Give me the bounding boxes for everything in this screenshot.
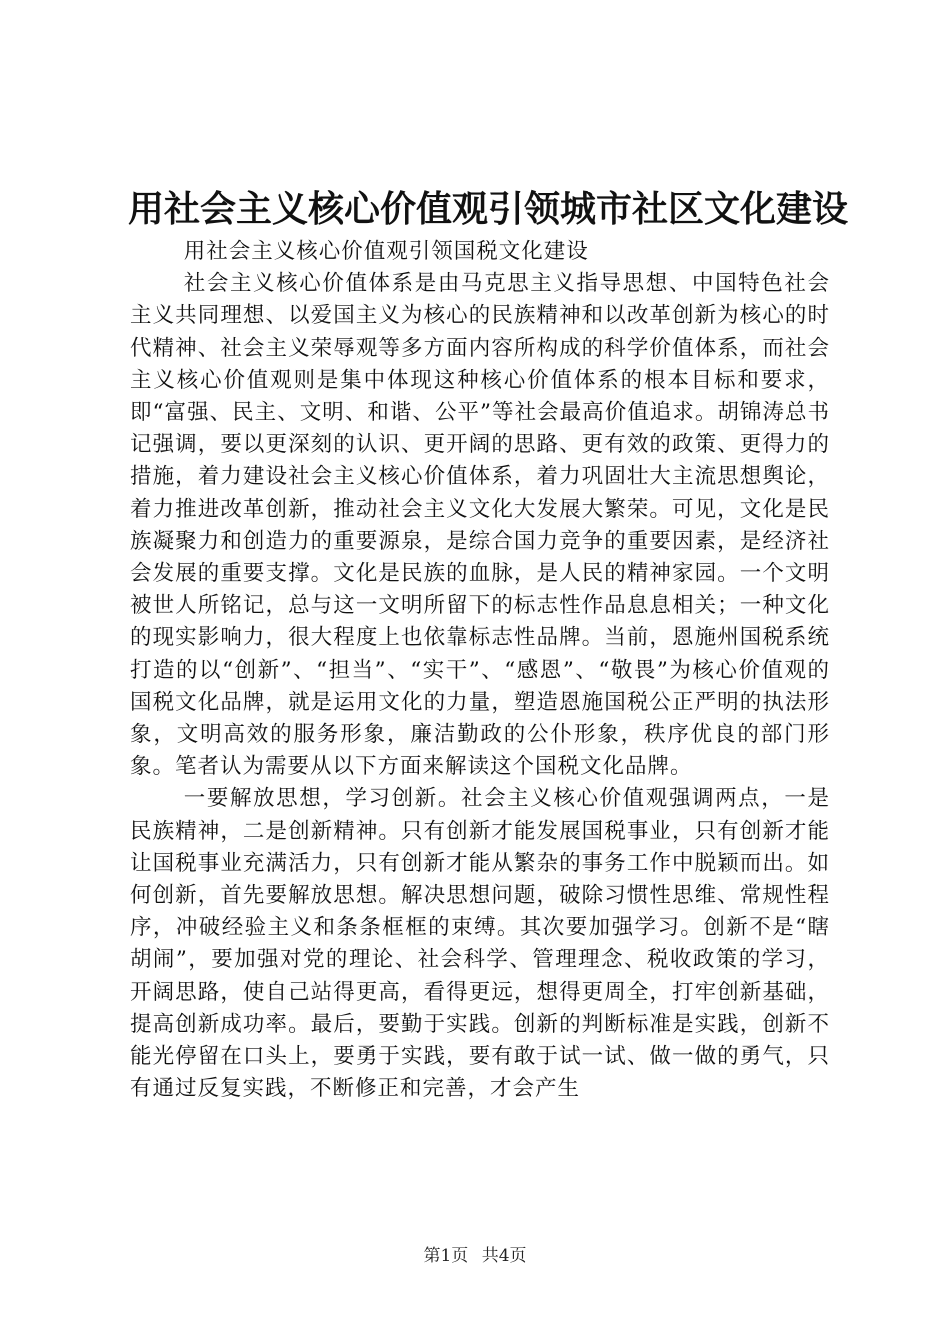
page-total: 共4页	[481, 1246, 527, 1266]
document-title: 用社会主义核心价值观引领城市社区文化建设	[128, 189, 849, 230]
body-paragraph: 社会主义核心价值体系是由马克思主义指导思想、中国特色社会主义共同理想、以爱国主义为核心的民族精神和以改革创新为核心的时代精神、社会主义荣辱观等多方面内容所构成的科学价值体系，而社会主义核心价值观则是集中体现这种核心价值体系的根本目标和要求，即“富强、民主、文明、和谐、公平”等社会最高价值追求。胡锦涛总书记强调，要以更深刻的认识、更开阔的思路、更有效的政策、更得力的措施，着力建设社会主义核心价值体系，着力巩固壮大主流思想舆论，着力推进改革创新，推动社会主义文化大发展大繁荣。可见，文化是民族凝聚力和创造力的重要源泉，是综合国力竞争的重要因素，是经济社会发展的重要支撑。文化是民族的血脉，是人民的精神家园。一个文明被世人所铭记，总与这一文明所留下的标志性作品息息相关；一种文化的现实影响力，很大程度上也依靠标志性品牌。当前，恩施州国税系统打造的以“创新”、“担当”、“实干”、“感恩”、“敬畏”为核心价值观的国税文化品牌，就是运用文化的力量，塑造恩施国税公正严明的执法形象，文明高效的服务形象，廉洁勤政的公仆形象，秩序优良的部门形象。笔者认为需要从以下方面来解读这个国税文化品牌。	[130, 271, 830, 780]
page-number: 第1页	[423, 1246, 469, 1266]
document-body	[130, 236, 830, 1105]
body-paragraph: 一要解放思想，学习创新。社会主义核心价值观强调两点，一是民族精神，二是创新精神。只有创新才能发展国税事业，只有创新才能让国税事业充满活力，只有创新才能从繁杂的事务工作中脱颖而出。如何创新，首先要解放思想。解决思想问题，破除习惯性思维、常规性程序，冲破经验主义和条条框框的束缚。其次要加强学习。创新不是“瞎胡闹”，要加强对党的理论、社会科学、管理理念、税收政策的学习，开阔思路，使自己站得更高，看得更远，想得更周全，打牢创新基础，提高创新成功率。最后，要勤于实践。创新的判断标准是实践，创新不能光停留在口头上，要勇于实践，要有敢于试一试、做一做的勇气，只有通过反复实践，不断修正和完善，才会产生	[130, 786, 830, 1102]
subtitle-line: 用社会主义核心价值观引领国税文化建设	[183, 239, 589, 264]
page-footer	[0, 1244, 950, 1268]
